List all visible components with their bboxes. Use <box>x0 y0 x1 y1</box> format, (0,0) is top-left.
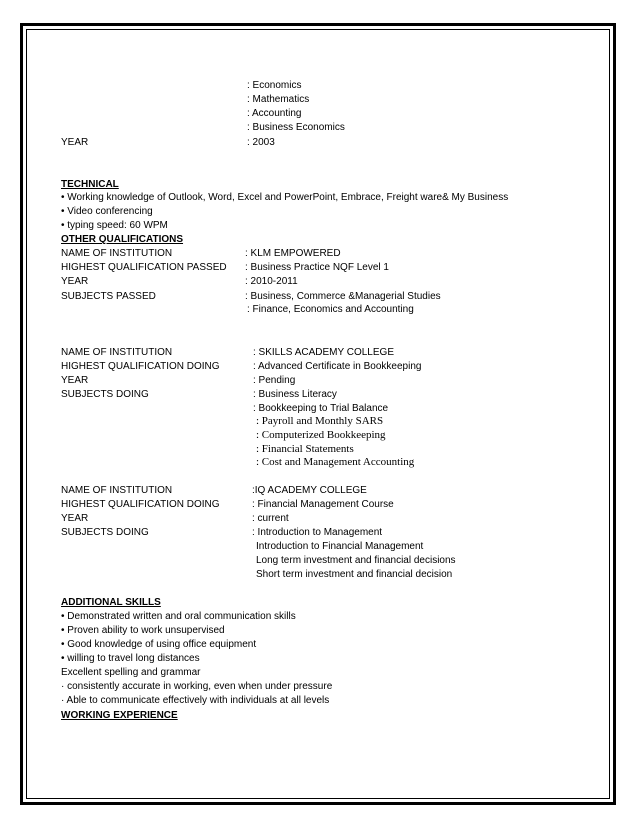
field-label: YEAR <box>61 375 89 386</box>
technical-item: • typing speed: 60 WPM <box>61 220 168 231</box>
field-value: : current <box>252 513 289 524</box>
field-label: NAME OF INSTITUTION <box>61 248 173 259</box>
field-label: NAME OF INSTITUTION <box>61 347 173 358</box>
skill-item: • willing to travel long distances <box>61 653 200 664</box>
field-label: HIGHEST QUALIFICATION DOING <box>61 499 220 510</box>
field-value: : Business, Commerce &Managerial Studies <box>245 291 441 302</box>
skill-item: • Good knowledge of using office equipment <box>61 639 257 650</box>
field-value: :IQ ACADEMY COLLEGE <box>252 485 367 496</box>
year-value: : 2003 <box>247 137 275 148</box>
field-value: : SKILLS ACADEMY COLLEGE <box>253 347 394 358</box>
skill-item: · consistently accurate in working, even when under pressure <box>61 681 333 692</box>
year-label: YEAR <box>61 137 89 148</box>
subject-line: : Accounting <box>247 108 302 119</box>
subject-line: : Economics <box>247 80 302 91</box>
other-qualifications-heading: OTHER QUALIFICATIONS <box>61 234 184 245</box>
field-label: HIGHEST QUALIFICATION PASSED <box>61 262 227 273</box>
field-value: Short term investment and financial decision <box>256 569 453 580</box>
field-label: NAME OF INSTITUTION <box>61 485 173 496</box>
technical-item: • Working knowledge of Outlook, Word, Excel and PowerPoint, Embrace, Freight ware& My Business <box>61 192 509 203</box>
field-value: : Business Practice NQF Level 1 <box>245 262 389 273</box>
field-value: : Cost and Management Accounting <box>256 456 415 468</box>
skill-item: · Able to communicate effectively with individuals at all levels <box>61 695 330 706</box>
technical-item: • Video conferencing <box>61 206 153 217</box>
additional-skills-heading: ADDITIONAL SKILLS <box>61 597 161 608</box>
field-value: Long term investment and financial decisions <box>256 555 456 566</box>
working-experience-heading: WORKING EXPERIENCE <box>61 710 178 721</box>
field-label: YEAR <box>61 513 89 524</box>
field-value: : Financial Management Course <box>252 499 394 510</box>
field-value: : Pending <box>253 375 296 386</box>
field-value: : Advanced Certificate in Bookkeeping <box>253 361 422 372</box>
field-value: : Computerized Bookkeeping <box>256 429 386 441</box>
field-value: Introduction to Financial Management <box>256 541 424 552</box>
field-label: SUBJECTS DOING <box>61 527 149 538</box>
subject-line: : Business Economics <box>247 122 345 133</box>
skill-item: • Demonstrated written and oral communication skills <box>61 611 296 622</box>
field-label: SUBJECTS DOING <box>61 389 149 400</box>
field-value: : Payroll and Monthly SARS <box>256 415 384 427</box>
field-value: : Business Literacy <box>253 389 337 400</box>
technical-heading: TECHNICAL <box>61 179 119 190</box>
field-value: : Financial Statements <box>256 443 354 455</box>
field-label: YEAR <box>61 276 89 287</box>
field-value: : Introduction to Management <box>252 527 383 538</box>
skill-item: • Proven ability to work unsupervised <box>61 625 225 636</box>
field-label: SUBJECTS PASSED <box>61 291 156 302</box>
subject-line: : Mathematics <box>247 94 310 105</box>
field-value: : 2010-2011 <box>245 276 298 287</box>
field-value: : Bookkeeping to Trial Balance <box>253 403 389 414</box>
field-label: HIGHEST QUALIFICATION DOING <box>61 361 220 372</box>
field-value: : KLM EMPOWERED <box>245 248 341 259</box>
skill-item: Excellent spelling and grammar <box>61 667 201 678</box>
field-value: : Finance, Economics and Accounting <box>247 304 414 315</box>
